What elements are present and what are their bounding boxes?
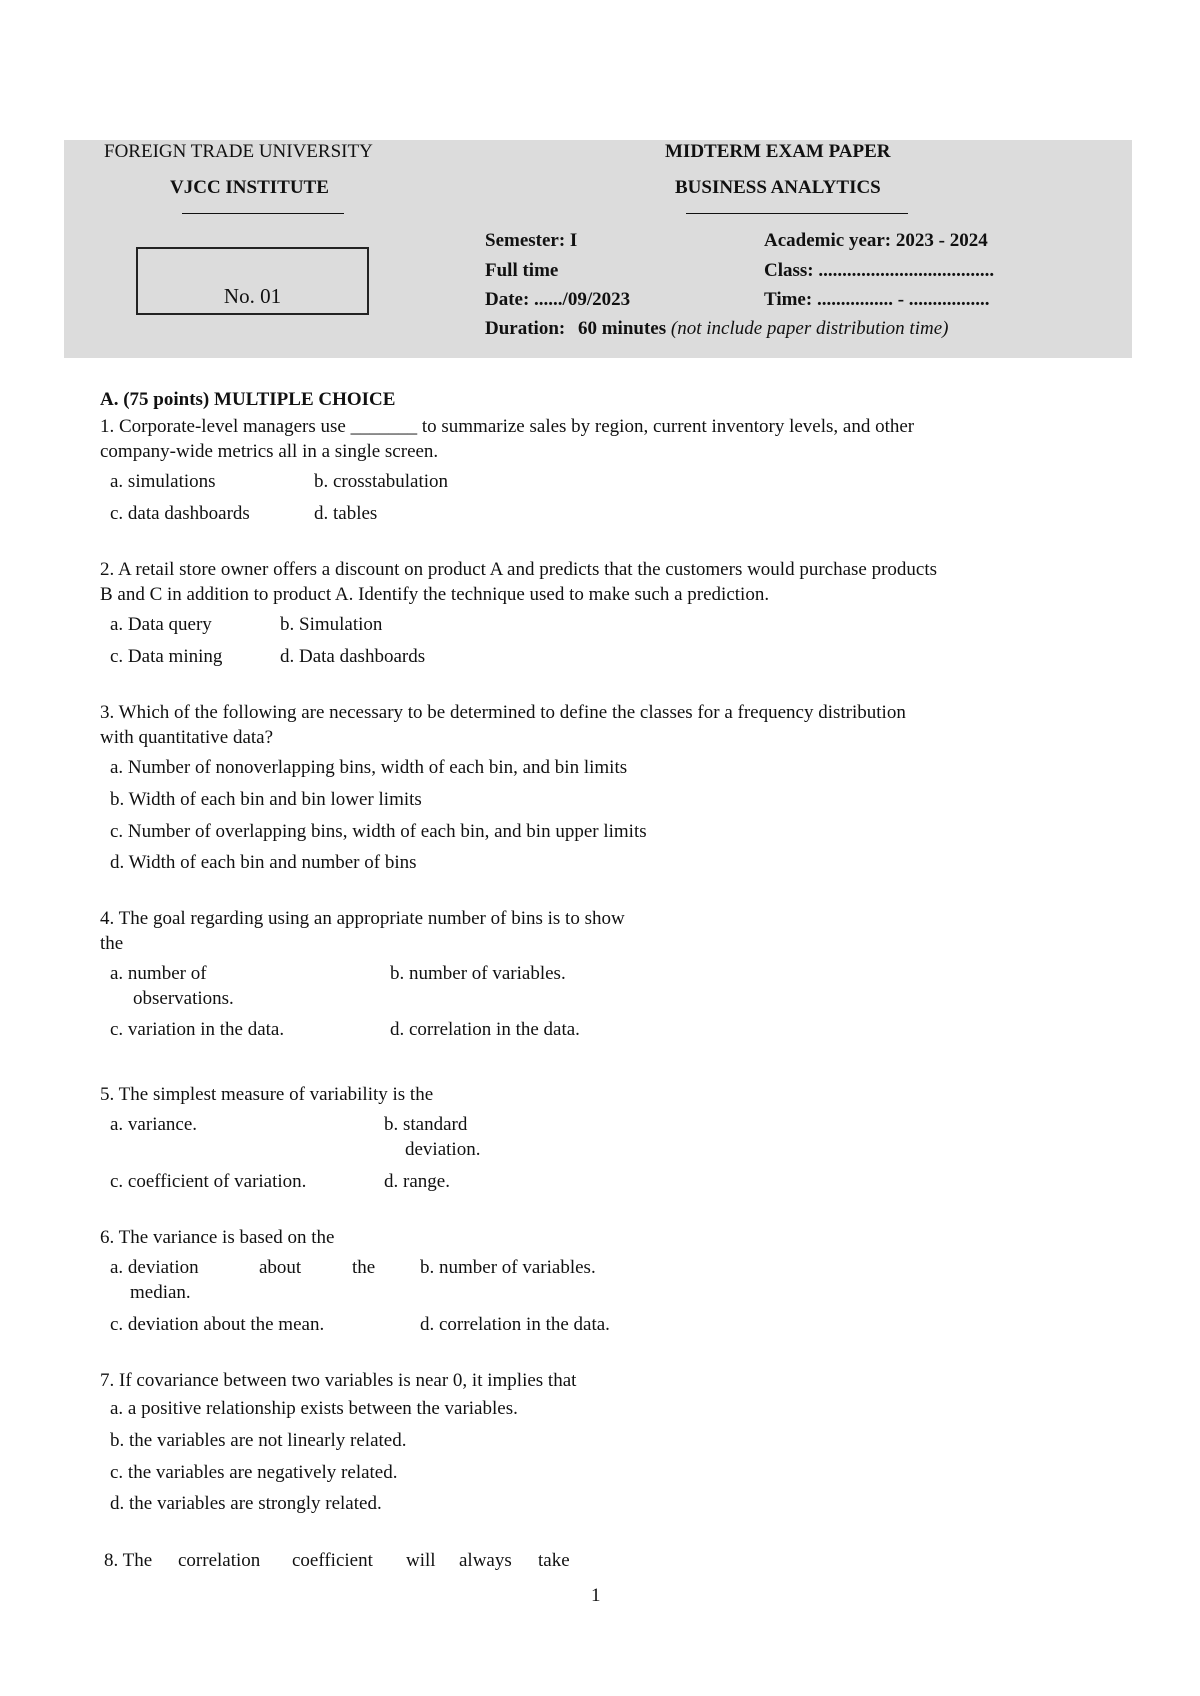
q7-option-a: a. a positive relationship exists between the variables. <box>110 1398 518 1419</box>
page-number: 1 <box>591 1585 601 1606</box>
q6-option-d: d. correlation in the data. <box>420 1314 610 1335</box>
q4-stem-line1: 4. The goal regarding using an appropriate number of bins is to show <box>100 908 625 929</box>
exam-time: Time: ................ - ................. <box>764 289 990 310</box>
q2-option-c: c. Data mining <box>110 646 223 667</box>
q7-option-b: b. the variables are not linearly related. <box>110 1430 407 1451</box>
q5-option-b-cont: deviation. <box>405 1139 481 1160</box>
university-name: FOREIGN TRADE UNIVERSITY <box>104 141 373 162</box>
q2-stem-line2: B and C in addition to product A. Identify the technique used to make such a prediction. <box>100 584 770 605</box>
q5-option-d: d. range. <box>384 1171 450 1192</box>
class-field: Class: ..................................... <box>764 260 995 281</box>
q6-option-a: a. deviation <box>110 1257 199 1278</box>
q7-stem: 7. If covariance between two variables is near 0, it implies that <box>100 1370 577 1391</box>
q5-option-a: a. variance. <box>110 1114 198 1135</box>
paper-number: No. 01 <box>223 284 282 308</box>
q7-option-d: d. the variables are strongly related. <box>110 1493 382 1514</box>
q6-option-a-cont: median. <box>130 1282 191 1303</box>
duration-note: (not include paper distribution time) <box>670 318 949 339</box>
q8-stem-word1: 8. The <box>104 1550 153 1571</box>
subject-title: BUSINESS ANALYTICS <box>675 177 881 198</box>
q6-option-b: b. number of variables. <box>420 1257 596 1278</box>
q8-stem-word4: will <box>406 1550 436 1571</box>
q2-option-b: b. Simulation <box>280 614 383 635</box>
q4-option-c: c. variation in the data. <box>110 1019 285 1040</box>
study-mode: Full time <box>485 260 559 281</box>
q8-stem-word2: correlation <box>178 1550 261 1571</box>
duration-unit: minutes <box>601 318 667 339</box>
institute-underline <box>182 213 344 214</box>
q3-option-d: d. Width of each bin and number of bins <box>110 852 417 873</box>
q1-stem-line1: 1. Corporate-level managers use _______ to summarize sales by region, current inventory levels, and other <box>100 416 915 437</box>
institute-name: VJCC INSTITUTE <box>170 177 329 198</box>
exam-title: MIDTERM EXAM PAPER <box>665 141 891 162</box>
exam-date: Date: ....../09/2023 <box>485 289 631 310</box>
q2-stem-line1: 2. A retail store owner offers a discount on product A and predicts that the customers would purchase products <box>100 559 938 580</box>
q8-stem-word5: always <box>459 1550 512 1571</box>
q1-option-a: a. simulations <box>110 471 216 492</box>
q6-option-c: c. deviation about the mean. <box>110 1314 325 1335</box>
q5-stem: 5. The simplest measure of variability is the <box>100 1084 434 1105</box>
paper-number-box <box>136 247 369 315</box>
q2-option-a: a. Data query <box>110 614 212 635</box>
q8-stem-word6: take <box>538 1550 570 1571</box>
q3-option-a: a. Number of nonoverlapping bins, width of each bin, and bin limits <box>110 757 628 778</box>
q8-stem-word3: coefficient <box>292 1550 373 1571</box>
q6-option-a-word2: about <box>259 1257 302 1278</box>
q5-option-b: b. standard <box>384 1114 468 1135</box>
duration-value: 60 <box>577 318 597 339</box>
q1-option-d: d. tables <box>314 503 378 524</box>
q4-option-a-cont: observations. <box>133 988 234 1009</box>
q3-stem-line1: 3. Which of the following are necessary to be determined to define the classes for a frequency distribution <box>100 702 906 723</box>
duration-label: Duration: <box>485 318 566 339</box>
q3-option-b: b. Width of each bin and bin lower limits <box>110 789 422 810</box>
q4-option-a: a. number of <box>110 963 207 984</box>
subject-underline <box>686 213 908 214</box>
q3-option-c: c. Number of overlapping bins, width of each bin, and bin upper limits <box>110 821 647 842</box>
academic-year: Academic year: 2023 - 2024 <box>764 230 988 251</box>
q6-stem: 6. The variance is based on the <box>100 1227 335 1248</box>
q6-option-a-word3: the <box>352 1257 376 1278</box>
q2-option-d: d. Data dashboards <box>280 646 426 667</box>
q3-stem-line2: with quantitative data? <box>100 727 274 748</box>
q7-option-c: c. the variables are negatively related. <box>110 1462 398 1483</box>
section-title: A. (75 points) MULTIPLE CHOICE <box>100 389 396 410</box>
q1-option-b: b. crosstabulation <box>314 471 449 492</box>
semester: Semester: I <box>485 230 578 251</box>
q4-option-d: d. correlation in the data. <box>390 1019 580 1040</box>
q4-option-b: b. number of variables. <box>390 963 566 984</box>
q1-option-c: c. data dashboards <box>110 503 250 524</box>
q4-stem-line2: the <box>100 933 124 954</box>
q5-option-c: c. coefficient of variation. <box>110 1171 307 1192</box>
q1-stem-line2: company-wide metrics all in a single screen. <box>100 441 439 462</box>
duration-line <box>485 318 948 340</box>
